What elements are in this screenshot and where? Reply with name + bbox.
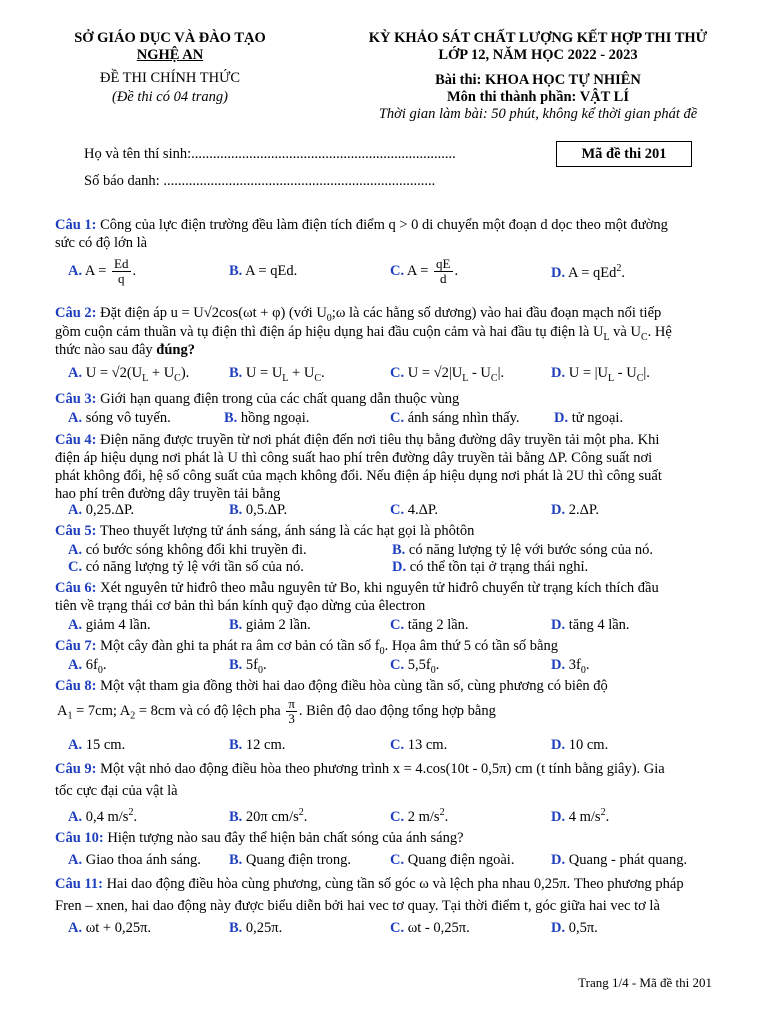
q6-option-c: C. tăng 2 lần. (390, 617, 469, 633)
q5-stem: Câu 5: Theo thuyết lượng tử ánh sáng, ánh sáng là các hạt gọi là phôtôn (55, 523, 475, 539)
q3-stem: Câu 3: Giới hạn quang điện trong của các chất quang dẫn thuộc vùng (55, 391, 460, 407)
subject: Bài thi: KHOA HỌC TỰ NHIÊN (435, 72, 641, 88)
q8-stem: Câu 8: Một vật tham gia đồng thời hai dao động điều hòa cùng tần số, cùng phương có biên độ (55, 678, 608, 694)
fraction: $\frac{qE}{d}$ (436, 256, 451, 286)
q10-stem: Câu 10: Hiện tượng nào sau đây thể hiện bản chất sóng của ánh sáng? (55, 830, 464, 846)
q2-stem-3: thức nào sau đây đúng? (55, 342, 195, 358)
dept-line2: NGHỆ AN (136, 47, 204, 63)
q5-option-c: C. có năng lượng tỷ lệ với tần số của nó. (68, 559, 304, 575)
q5-option-d: D. có thể tồn tại ở trạng thái nghỉ. (392, 559, 589, 575)
q6-stem-2: tiên về trạng thái cơ bản thì bán kính quỹ đạo dừng của êlectron (55, 598, 426, 614)
q10-option-c: C. Quang điện ngoài. (390, 852, 515, 868)
q6-option-b: B. giảm 2 lần. (229, 617, 311, 633)
q10-option-a: A. Giao thoa ánh sáng. (68, 852, 201, 868)
q3-option-d: D. tử ngoại. (554, 410, 624, 426)
q9-option-a: A. 0,4 $m/s^2$. (68, 807, 138, 825)
fraction: $\frac{\pi}{3}$ (288, 696, 295, 726)
q11-stem: Câu 11: Hai dao động điều hòa cùng phương, cùng tần số góc ω và lệch pha nhau 0,25π. Theo phương pháp (55, 876, 684, 892)
q2-option-a: A. $U = √2(U_L + U_C)$. (68, 365, 190, 384)
grade-year: LỚP 12, NĂM HỌC 2022 - 2023 (438, 47, 638, 63)
q1-option-a: A. A = $\frac{Ed}{q}$ . (68, 256, 137, 286)
q7-option-c: C. $5,5f_0$. (390, 657, 440, 676)
q6-stem: Câu 6: Xét nguyên tử hiđrô theo mẫu nguyên tử Bo, khi nguyên tử hiđrô chuyển từ trạng kích thích đầu (55, 580, 659, 596)
q4-stem-4: hao phí trên đường dây truyền tải bằng (55, 486, 281, 502)
q4-stem-2: điện áp hiệu dụng nơi phát là U thì công suất hao phí trên đường dây truyền tải bằng ΔP. Công suất nơi (55, 450, 653, 466)
q5-option-a: A. có bước sóng không đổi khi truyền đi. (68, 542, 307, 558)
q2-option-d: D. $U = |U_L - U_C|$. (551, 365, 650, 384)
q11-stem-2: Fren – xnen, hai dao động này được biểu diễn bởi hai vec tơ quay. Tại thời điểm t, góc giữa hai vec tơ là (55, 898, 660, 914)
student-id-line: Số báo danh: ........................................................................... (84, 173, 436, 189)
header-right (318, 30, 758, 123)
student-name-line: Họ và tên thí sinh:......................................................................... (84, 146, 456, 162)
q4-option-d: D. 2.ΔP. (551, 502, 600, 518)
q8-stem-2: $A_1 = 7cm$; $A_2 = 8cm$ và có độ lệch pha $\frac{\pi}{3}$ . Biên độ dao động tổng hợp bằng (57, 696, 496, 726)
q9-stem-2: tốc cực đại của vật là (55, 783, 178, 799)
header-left (50, 30, 290, 106)
q9-stem: Câu 9: Một vật nhỏ dao động điều hòa theo phương trình x = 4.cos(10t - 0,5π) cm (t tính bằng giây). Gia (55, 761, 665, 777)
time-note: Thời gian làm bài: 50 phút, không kể thời gian phát đề (378, 106, 698, 122)
q2-option-c: C. $U = √2|U_L - U_C|$. (390, 365, 505, 384)
q9-option-d: D. 4 $m/s^2$. (551, 807, 610, 825)
q4-stem: Câu 4: Điện năng được truyền từ nơi phát điện đến nơi tiêu thụ bằng đường dây truyền tải một pha. Khi (55, 432, 660, 448)
q8-option-b: B. 12 cm. (229, 737, 286, 753)
q1-option-c: C. A = $\frac{qE}{d}$ . (390, 256, 459, 286)
q11-option-d: D. 0,5π. (551, 920, 598, 936)
fraction: $\frac{Ed}{q}$ (114, 256, 129, 286)
q4-option-c: C. 4.ΔP. (390, 502, 439, 518)
component: Môn thi thành phần: VẬT LÍ (447, 89, 629, 105)
q5-option-b: B. có năng lượng tỷ lệ với bước sóng của nó. (392, 542, 654, 558)
q10-option-d: D. Quang - phát quang. (551, 852, 688, 868)
q7-stem: Câu 7: Một cây đàn ghi ta phát ra âm cơ bản có tần số $f_0$. Họa âm thứ 5 có tần số bằng (55, 638, 558, 657)
pages-note: (Đề thi có 04 trang) (112, 89, 228, 105)
q7-option-a: A. $6f_0$. (68, 657, 107, 676)
q3-option-b: B. hồng ngoại. (224, 410, 310, 426)
q11-option-a: A. ωt + 0,25π. (68, 920, 152, 936)
q2-stem-2: gồm cuộn cảm thuần và tụ điện thì điện áp hiệu dụng hai đầu cuộn cảm và hai đầu tụ điện là $U_L$ và $U_C$. Hệ (55, 324, 672, 343)
q8-option-a: A. 15 cm. (68, 737, 126, 753)
dept-line1: SỞ GIÁO DỤC VÀ ĐÀO TẠO (74, 30, 266, 46)
q8-option-d: D. 10 cm. (551, 737, 609, 753)
q3-option-c: C. ánh sáng nhìn thấy. (390, 410, 520, 426)
q11-option-c: C. ωt - 0,25π. (390, 920, 470, 936)
page-footer: Trang 1/4 - Mã đề thi 201 (578, 975, 712, 990)
official-label: ĐỀ THI CHÍNH THỨC (99, 70, 240, 86)
q1-text: Công của lực điện trường đều làm điện tích điểm q > 0 di chuyển một đoạn d dọc theo một đường (96, 217, 668, 233)
q1-stem (55, 216, 728, 234)
q8-option-c: C. 13 cm. (390, 737, 448, 753)
q1-option-d: D. A = qEd$^2$. (551, 263, 626, 281)
exam-title: KỲ KHẢO SÁT CHẤT LƯỢNG KẾT HỢP THI THỬ (368, 30, 708, 46)
q1-option-b: B. A = qEd. (229, 263, 298, 279)
q4-option-b: B. 0,5.ΔP. (229, 502, 288, 518)
exam-code-box: Mã đề thi 201 (556, 141, 692, 167)
q6-option-d: D. tăng 4 lần. (551, 617, 630, 633)
q2-stem: Câu 2: Đặt điện áp u = U√2cos(ωt + φ) (với $U_0;\omega$ là các hằng số dương) vào hai đầu đoạn mạch nối tiếp (55, 305, 662, 324)
q7-option-b: B. $5f_0$. (229, 657, 267, 676)
q9-option-b: B. 20π $cm/s^2$. (229, 807, 308, 825)
q7-option-d: D. $3f_0$. (551, 657, 590, 676)
q2-option-b: B. $U = U_L + U_C$. (229, 365, 325, 384)
q3-option-a: A. sóng vô tuyến. (68, 410, 171, 426)
q9-option-c: C. 2 $m/s^2$. (390, 807, 449, 825)
q1-label: Câu 1: (55, 217, 97, 233)
q4-stem-3: phát không đổi, hệ số công suất của mạch không đổi. Nếu điện áp hiệu dụng nơi phát là 2U thì công suất (55, 468, 662, 484)
q10-option-b: B. Quang điện trong. (229, 852, 352, 868)
q4-option-a: A. 0,25.ΔP. (68, 502, 135, 518)
q6-option-a: A. giảm 4 lần. (68, 617, 151, 633)
q11-option-b: B. 0,25π. (229, 920, 283, 936)
q1-stem-2: sức có độ lớn là (55, 235, 148, 251)
